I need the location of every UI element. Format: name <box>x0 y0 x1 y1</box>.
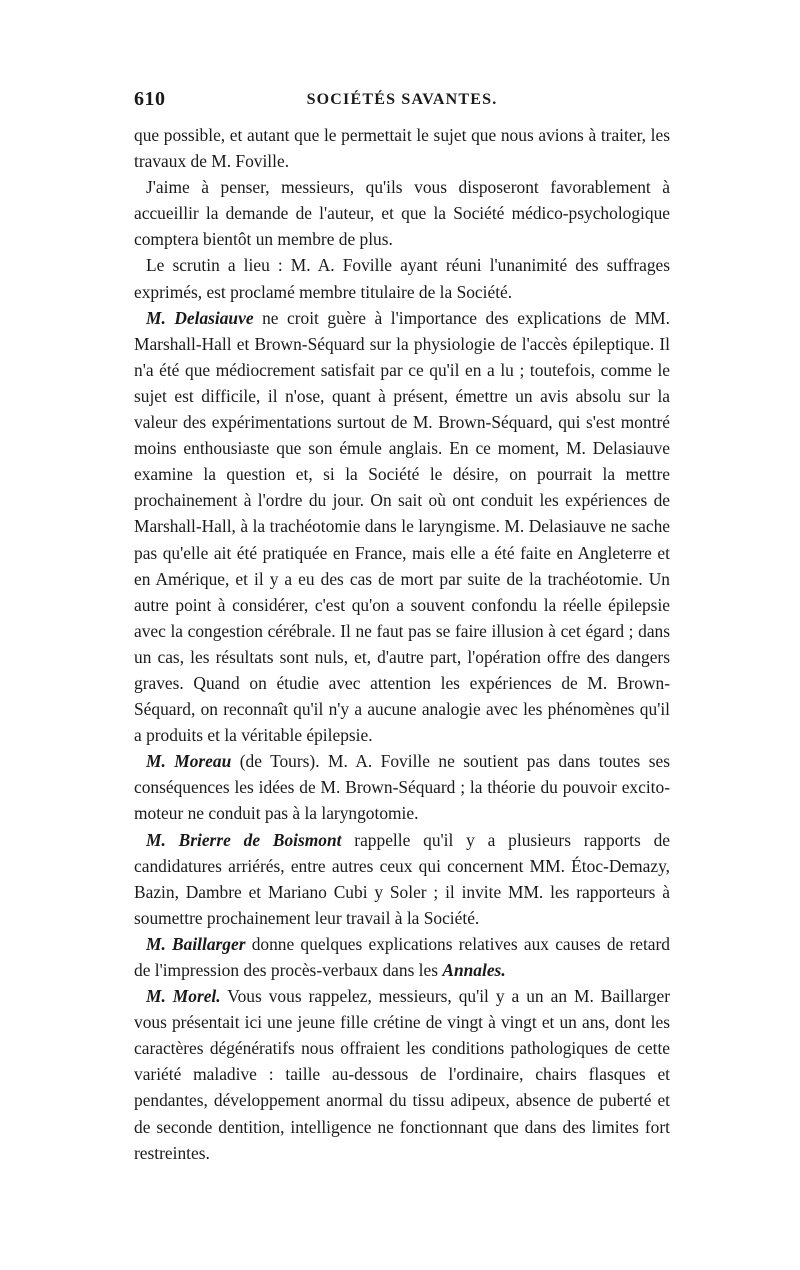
paragraph <box>134 305 670 749</box>
page-header <box>134 88 670 116</box>
paragraph-text: Le scrutin a lieu : M. A. Foville ayant réuni l'unanimité des suffrages exprimés, est proclamé membre titulaire de la Société. <box>134 255 670 302</box>
book-page <box>134 88 670 1166</box>
page-number: 610 <box>134 88 166 110</box>
speaker-name: M. Baillarger <box>146 933 246 954</box>
paragraph <box>134 252 670 304</box>
paragraph <box>134 983 670 1166</box>
paragraph-text: J'aime à penser, messieurs, qu'ils vous disposeront favorablement à accueillir la demande de l'auteur, et que la Société médico-psychologique comptera bientôt un membre de plus. <box>134 177 670 250</box>
paragraph <box>134 931 670 983</box>
journal-title: Annales. <box>442 960 506 980</box>
speaker-name: M. Morel. <box>146 986 221 1007</box>
paragraph-text: donne quelques explications relatives aux causes de retard de l'impression des procès-verbaux dans les <box>134 933 671 980</box>
speaker-name: M. Moreau <box>146 751 232 772</box>
speaker-name: M. Delasiauve <box>146 307 254 328</box>
paragraph <box>134 174 670 252</box>
paragraph-text: Vous vous rappelez, messieurs, qu'il y a un an M. Baillarger vous présentait ici une jeune fille crétine de vingt à vingt et un ans, dont les caractères dégénératifs nous offraient les conditions pathologiques de cette variété maladive : taille au-dessous de l'ordinaire, chairs flasques et pendantes, développement anormal du tissu adipeux, absence de puberté et de seconde dentition, intelligence ne fonctionnant que dans des limites fort restreintes. <box>134 986 670 1163</box>
paragraph-text: ne croit guère à l'importance des explications de MM. Marshall-Hall et Brown-Séquard sur la physiologie de l'accès épileptique. Il n'a été que médiocrement satisfait par ce qu'il en a lu ; toutefois, comme le sujet est difficile, il n'ose, quant à présent, émettre un avis absolu sur la valeur des expérimentations surtout de M. Brown-Séquard, qui s'est montré moins enthousiaste que son émule anglais. En ce moment, M. Delasiauve examine la question et, si la Société le désire, on pourrait la mettre prochainement à l'ordre du jour. On sait où ont conduit les expériences de Marshall-Hall, à la trachéotomie dans le laryngisme. M. Delasiauve ne sache pas qu'elle ait été pratiquée en France, mais elle a été faite en Angleterre et en Amérique, et il y a eu des cas de mort par suite de la trachéotomie. Un autre point à considérer, c'est qu'on a souvent confondu la réelle épilepsie avec la congestion cérébrale. Il ne faut pas se faire illusion à cet égard ; dans un cas, les résultats sont nuls, et, d'autre part, l'opération offre des dangers graves. Quand on étudie avec attention les expériences de M. Brown-Séquard, on reconnaît qu'il n'y a aucune analogie avec les phénomènes qu'il a produits et la véritable épilepsie. <box>134 307 670 746</box>
paragraph-text: rappelle qu'il y a plusieurs rapports de candidatures arriérés, entre autres ceux qui concernent MM. Étoc-Demazy, Bazin, Dambre et Mariano Cubi y Soler ; il invite MM. les rapporteurs à soumettre prochainement leur travail à la Société. <box>134 829 671 928</box>
speaker-name: M. Brierre de Boismont <box>146 829 342 850</box>
running-title: SOCIÉTÉS SAVANTES. <box>306 91 498 108</box>
paragraph <box>134 827 670 931</box>
paragraph-text: (de Tours). M. A. Foville ne soutient pas dans toutes ses conséquences les idées de M. Brown-Séquard ; la théorie du pouvoir excito-moteur ne conduit pas à la laryngotomie. <box>134 751 670 824</box>
paragraph-text: que possible, et autant que le permettait le sujet que nous avions à traiter, les travaux de M. Foville. <box>134 125 670 172</box>
body-text <box>134 122 670 1166</box>
paragraph <box>134 748 670 826</box>
paragraph <box>134 122 670 174</box>
